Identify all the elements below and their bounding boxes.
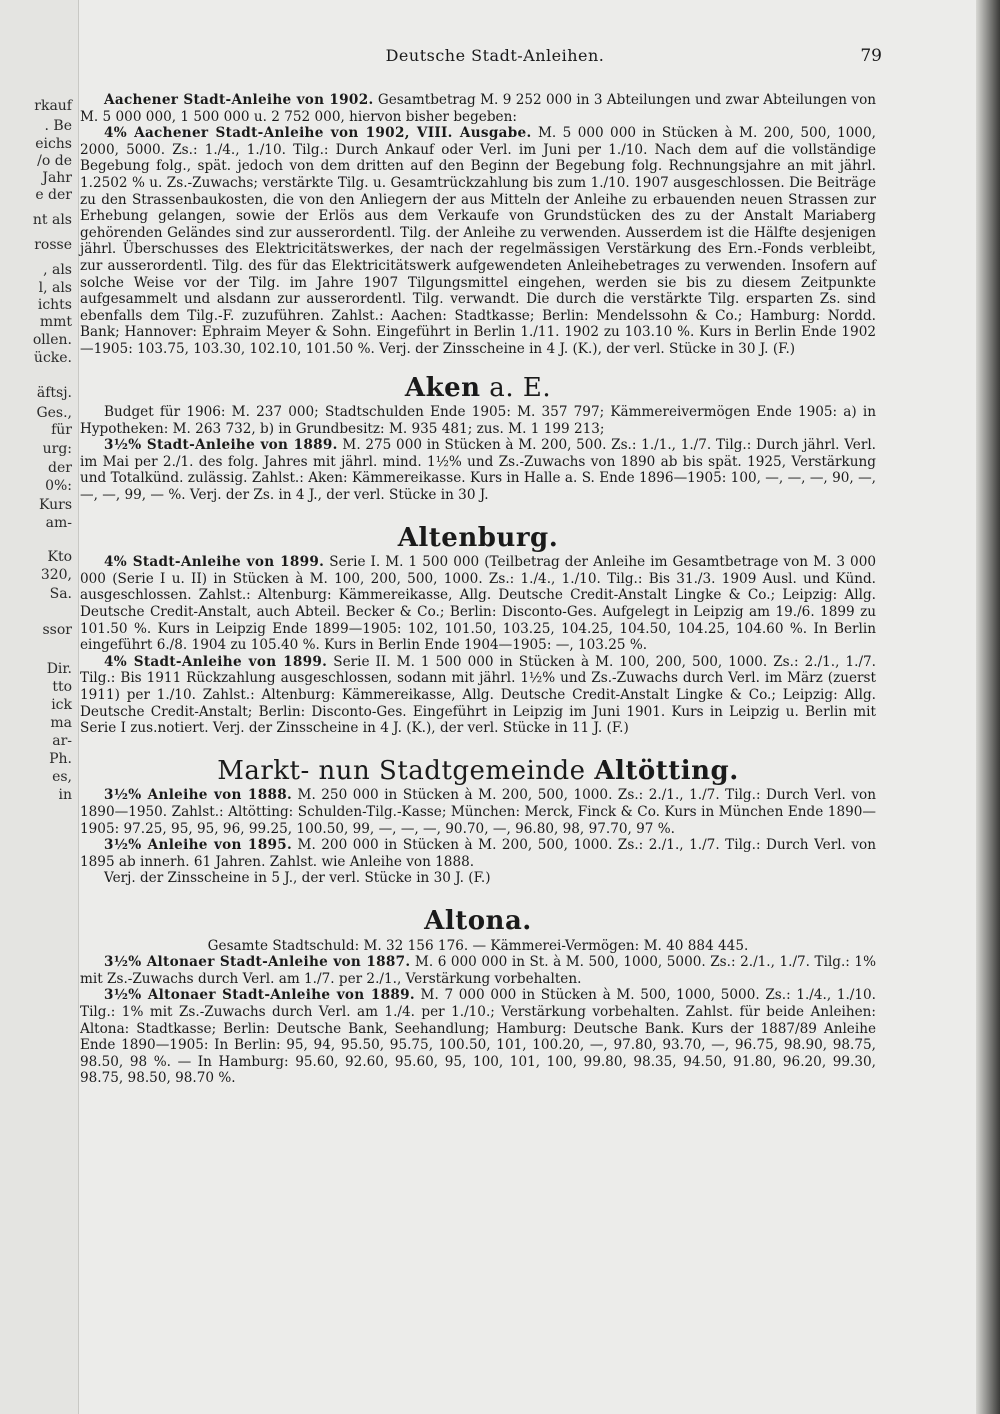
aken-loan [80,437,876,503]
margin-text-fragment: urg: [42,441,72,457]
margin-text-fragment: Jahr [42,170,72,186]
margin-text-fragment: tto [52,679,72,695]
city-suffix: a. E. [480,372,552,403]
loan-text: Gesamtbetrag M. 9 252 000 in 3 Abteilungen und zwar Abteilungen von M. 5 000 000, 1 500 000 u. 2 752 000, hiervon bisher begeben: [80,92,877,125]
altenburg-loan-2 [80,654,876,737]
margin-text-fragment: ichts [37,297,72,313]
altona-summary: Gesamte Stadtschuld: M. 32 156 176. — Kämmerei-Vermögen: M. 40 884 445. [207,937,749,954]
margin-text-fragment: eichs [35,136,72,152]
altoetting-loan-2 [80,837,876,870]
page-number: 79 [860,46,882,66]
city-name: Altenburg. [397,522,559,553]
margin-text-fragment: für [51,422,72,438]
loan-text: M. 250 000 in Stücken à M. 200, 500, 1000. Zs.: 2./1., 1./7. Tilg.: Durch Verl. von 1890—1950. Zahlst.: Altötting: Schulden-Tilg.-Kasse; München: Merck, Finck & Co. Kurs in München Ende 1890—1905: 97.25, 95, 95, 96, 99.25, 100.50, 99, —, —, —, 90.70, —, 96.80, 98, 97.70, 97 %. [80,787,876,837]
margin-text-fragment: der [48,460,72,476]
margin-text-fragment: ar- [52,733,72,749]
loan-text: Serie II. M. 1 500 000 in Stücken à M. 100, 200, 500, 1000. Zs.: 2./1., 1./7. Tilg.: Bis 1911 Rückzahlung ausgeschlossen, sodann mit jährl. 1½% und Zs.-Zuwachs durch Verl. im März (zuerst 1911) per 1./10. Zahlst.: Altenburg: Kämmereikasse, Allg. Deutsche Credit-Anstalt Lingke & Co.; Leipzig: Allg. Deutsche Credit-Anstalt; Berlin: Disconto-Ges. Eingeführt in Leipzig im Juni 1901. Kurs in Leipzig u. Berlin mit Serie I zus.notiert. Verj. der Zinsscheine in 4 J. (K.), der verl. Stücke in 11 J. (F.) [80,653,877,737]
margin-text-fragment: e der [35,187,72,203]
loan-title: 4% Stadt-Anleihe von 1899. [104,554,325,571]
altenburg-loan-1 [80,554,876,654]
loan-text: M. 200 000 in Stücken à M. 200, 500, 1000. Zs.: 2./1., 1./7. Tilg.: Durch Verl. von 1895 ab innerh. 61 Jahren. Zahlst. wie Anleihe von 1888. [80,837,876,870]
main-text [80,92,876,1087]
altoetting-loan-1 [80,787,876,837]
margin-text-fragment: äftsj. [36,385,72,401]
margin-text-fragment: nt als [32,212,72,228]
altoetting-verj: Verj. der Zinsscheine in 5 J., der verl. Stücke in 30 J. (F.) [104,870,491,887]
margin-text-fragment: ick [51,697,72,713]
margin-text-fragment: Dir. [46,661,72,677]
margin-text-fragment: ssor [42,622,72,638]
aachen-loan-intro [80,92,876,125]
altona-loan-1 [80,954,876,987]
loan-title: 3½% Stadt-Anleihe von 1889. [104,437,338,454]
loan-title: 3½% Altonaer Stadt-Anleihe von 1889. [104,987,415,1004]
margin-text-fragment: 0%: [45,478,72,494]
loan-text: M. 275 000 in Stücken à M. 200, 500. Zs.: 1./1., 1./7. Tilg.: Durch jährl. Verl. im Mai per 2./1. des folg. Jahres mit jährl. mind. 1½% und Zs.-Zuwachs von 1890 ab bis spät. 1925, Verstärkung und Totalkünd. zulässig. Zahlst.: Aken: Kämmereikasse. Kurs in Halle a. S. Ende 1896—1905: 100, —, —, —, 90, —, —, —, 99, — %. Verj. der Zs. in 4 J., der verl. Stücke in 30 J. [80,437,876,504]
margin-text-fragment: rosse [34,237,72,253]
margin-text-fragment: ma [50,715,72,731]
loan-text: Serie I. M. 1 500 000 (Teilbetrag der Anleihe im Gesamtbetrage von M. 3 000 000 (Serie I u. II) in Stücken à M. 100, 200, 500, 1000. Zs.: 1./4., 1./10. Tilg.: Bis 31./3. 1909 Ausl. und Künd. ausgeschlossen. Zahlst.: Altenburg: Kämmereikasse, Allg. Deutsche Credit-Anstalt Lingke & Co.; Leipzig: Allg. Deutsche Credit-Anstalt, auch Abteil. Becker & Co.; Berlin: Disconto-Ges. Aufgelegt in Leipzig am 19./6. 1899 zu 101.50 %. Kurs in Leipzig Ende 1899—1905: 102, 101.50, 103.25, 104.25, 104.50, 104.25, 104.60 %. In Berlin eingeführt 6./8. 1904 zu 105.40 %. Kurs in Berlin Ende 1904—1905: —, 103.25 %. [80,554,876,654]
page-edge-shadow [976,0,1000,1414]
running-title: Deutsche Stadt-Anleihen. [385,46,605,65]
loan-title: 3½% Anleihe von 1895. [104,837,292,854]
city-name: Altona. [424,905,532,936]
city-name: Altötting. [594,755,739,786]
loan-title: 3½% Anleihe von 1888. [104,787,292,804]
margin-text-fragment: rkauf [34,98,72,114]
loan-title: 4% Stadt-Anleihe von 1899. [104,653,328,670]
margin-text-fragment: Ges., [36,405,72,421]
margin-text-fragment: ollen. [32,332,72,348]
margin-text-fragment: /o de [37,153,72,169]
city-heading-altona [80,905,876,936]
loan-text: M. 6 000 000 in St. à M. 500, 1000, 5000. Zs.: 2./1., 1./7. Tilg.: 1% mit Zs.-Zuwachs durch Verl. am 1./7. per 2./1., Verstärkung vorbehalten. [80,954,876,987]
city-heading-altenburg [80,522,876,553]
margin-text-fragment: Kto [47,549,72,565]
loan-text: M. 5 000 000 in Stücken à M. 200, 500, 1000, 2000, 5000. Zs.: 1./4., 1./10. Tilg.: Durch Ankauf oder Verl. im Juni per 1./10. Nach dem auf die vollständige Begebung folg., spät. jedoch von dem dritten auf den Beginn der Begebung folg. Rechnungsjahre an mit jährl. 1.2502 % u. Zs.-Zuwachs; verstärkte Tilg. u. Gesamtrückzahlung bis zum 1./10. 1907 ausgeschlossen. Die Beiträge zu den Strassenbaukosten, die von den Anliegern der aus Mitteln der Anleihe zu erbauenden neuen Strassen zur Erhebung gelangen, sowie der Erlös aus dem Verkaufe von Grundstücken des zu der Anstalt Mariaberg gehörenden Geländes sind zur ausserordentl. Tilg. der Anleihe zu verwenden. Ausserdem ist die Hälfte desjenigen jährl. Überschusses des Elektricitätswerkes, der nach der regelmässigen Verstärkung des Ern.-Fonds verbleibt, zur ausserordentl. Tilg. des für das Elektricitätswerk aufgewendeten Anleihebetrages zu verwenden. Insofern auf solche Weise vor der Tilg. im Jahre 1907 Tilgungsmittel eingehen, werden sie bis zu diesem Zeitpunkte aufgesammelt und alsdann zur ausserordentl. Tilg. verwandt. Die durch die verstärkte Tilg. ersparten Zs. sind ebenfalls dem Tilg.-F. zuzuführen. Zahlst.: Aachen: Stadtkasse; Berlin: Mendelssohn & Co.; Hamburg: Nordd. Bank; Hannover: Ephraim Meyer & Sohn. Eingeführt in Berlin 1./11. 1902 zu 103.10 %. Kurs in Berlin Ende 1902—1905: 103.75, 103.30, 102.10, 101.50 %. Verj. der Zinsscheine in 4 J. (K.), der verl. Stücke in 30 J. (F.) [80,125,876,357]
margin-text-fragment: Ph. [49,751,72,767]
city-heading-aken [80,372,876,403]
margin-text-fragment: l, als [38,280,72,296]
city-name: Aken [404,372,481,403]
city-prefix: Markt- nun Stadtgemeinde [217,755,595,786]
page-header [80,46,910,72]
margin-text-fragment: in [58,787,72,803]
margin-text-fragment: Sa. [49,586,72,602]
margin-text-fragment: am- [45,515,72,531]
margin-text-fragment: 320, [40,567,72,583]
loan-title: Aachener Stadt-Anleihe von 1902. [104,92,374,108]
loan-title: 4% Aachener Stadt-Anleihe von 1902, VIII. Ausgabe. [104,125,532,142]
margin-text-fragment: ücke. [33,350,72,366]
altona-loan-2 [80,987,876,1087]
city-heading-altoetting [80,755,876,786]
margin-text-fragment: es, [52,769,72,785]
loan-text: M. 7 000 000 in Stücken à M. 500, 1000, 5000. Zs.: 1./4., 1./10. Tilg.: 1% mit Zs.-Zuwachs durch Verl. am 1./4. per 1./10.; Verstärkung vorbehalten. Zahlst. für beide Anleihen: Altona: Stadtkasse; Berlin: Deutsche Bank, Seehandlung; Hamburg: Deutsche Bank. Kurs der 1887/89 Anleihe Ende 1890—1905: In Berlin: 95, 94, 95.50, 95.75, 100.50, 101, 100.20, —, 97.80, 93.70, —, 96.75, 98.90, 98.75, 98.50, 98 %. — In Hamburg: 95.60, 92.60, 95.60, 95, 100, 101, 100, 99.80, 98.35, 94.50, 91.80, 96.20, 99.30, 98.75, 98.50, 98.70 %. [80,987,876,1087]
margin-text-fragment: Kurs [38,497,72,513]
loan-title: 3½% Altonaer Stadt-Anleihe von 1887. [104,954,411,971]
aachen-loan-detail [80,125,876,357]
margin-text-fragment: . Be [44,118,72,134]
margin-text-fragment: mmt [39,314,72,330]
aken-budget: Budget für 1906: M. 237 000; Stadtschulden Ende 1905: M. 357 797; Kämmereivermögen Ende 1905: a) in Hypotheken: M. 263 732, b) in Grundbesitz: M. 935 481; zus. M. 1 199 213; [80,404,876,437]
left-page-edge [0,0,79,1414]
margin-text-fragment: , als [43,262,72,278]
